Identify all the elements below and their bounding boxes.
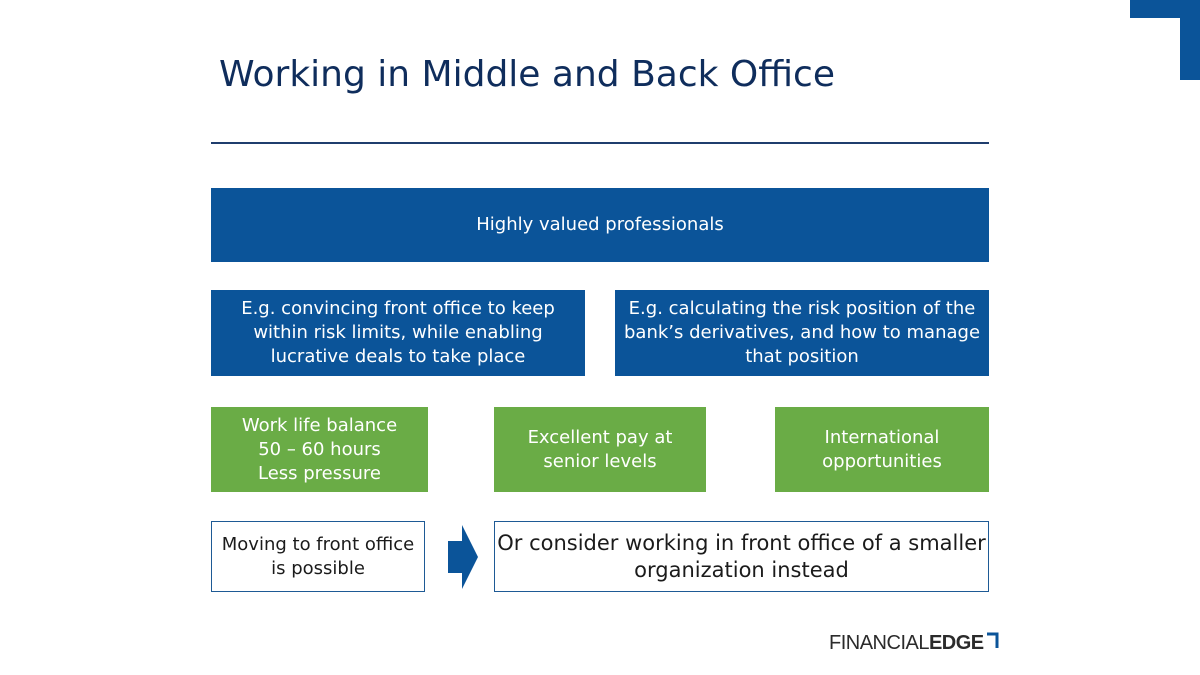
example-line: within risk limits, while enabling bbox=[253, 322, 543, 343]
example-box-risk-position bbox=[615, 290, 989, 376]
benefit-box-work-life bbox=[211, 407, 428, 492]
bottom-left-line: Moving to front office bbox=[221, 533, 415, 555]
bracket-corner-icon bbox=[985, 632, 999, 650]
benefit-box-pay bbox=[494, 407, 706, 492]
right-arrow-icon bbox=[444, 521, 480, 593]
benefit-line: Excellent pay at bbox=[527, 426, 673, 448]
title-divider bbox=[211, 142, 989, 144]
benefit-line: opportunities bbox=[822, 450, 942, 472]
example-line: E.g. convincing front office to keep bbox=[241, 298, 555, 319]
benefit-line: 50 – 60 hours bbox=[258, 438, 381, 460]
corner-accent-icon bbox=[1120, 0, 1200, 80]
benefit-line: International bbox=[824, 426, 940, 448]
bottom-right-line: Or consider working in front office of a smaller bbox=[497, 530, 986, 555]
financial-edge-logo bbox=[829, 632, 999, 660]
example-line: lucrative deals to take place bbox=[270, 346, 526, 367]
example-box-front-office bbox=[211, 290, 585, 376]
header-box bbox=[211, 188, 989, 262]
example-line: bank’s derivatives, and how to manage bbox=[623, 322, 981, 343]
slide-title: Working in Middle and Back Office bbox=[219, 54, 835, 95]
smaller-organization-box bbox=[494, 521, 989, 592]
benefit-line: Work life balance bbox=[241, 414, 398, 436]
example-line: that position bbox=[745, 346, 859, 367]
front-office-move-box bbox=[211, 521, 425, 592]
bottom-right-line: organization instead bbox=[634, 557, 849, 582]
bottom-left-line: is possible bbox=[271, 557, 365, 579]
benefit-box-international bbox=[775, 407, 989, 492]
benefit-line: senior levels bbox=[543, 450, 657, 472]
header-box-text: Highly valued professionals bbox=[476, 214, 724, 235]
logo-text-financial: FINANCIAL bbox=[829, 632, 929, 654]
benefit-line: Less pressure bbox=[257, 462, 381, 484]
logo-text-edge: EDGE bbox=[928, 632, 984, 654]
example-line: E.g. calculating the risk position of the bbox=[628, 298, 976, 319]
